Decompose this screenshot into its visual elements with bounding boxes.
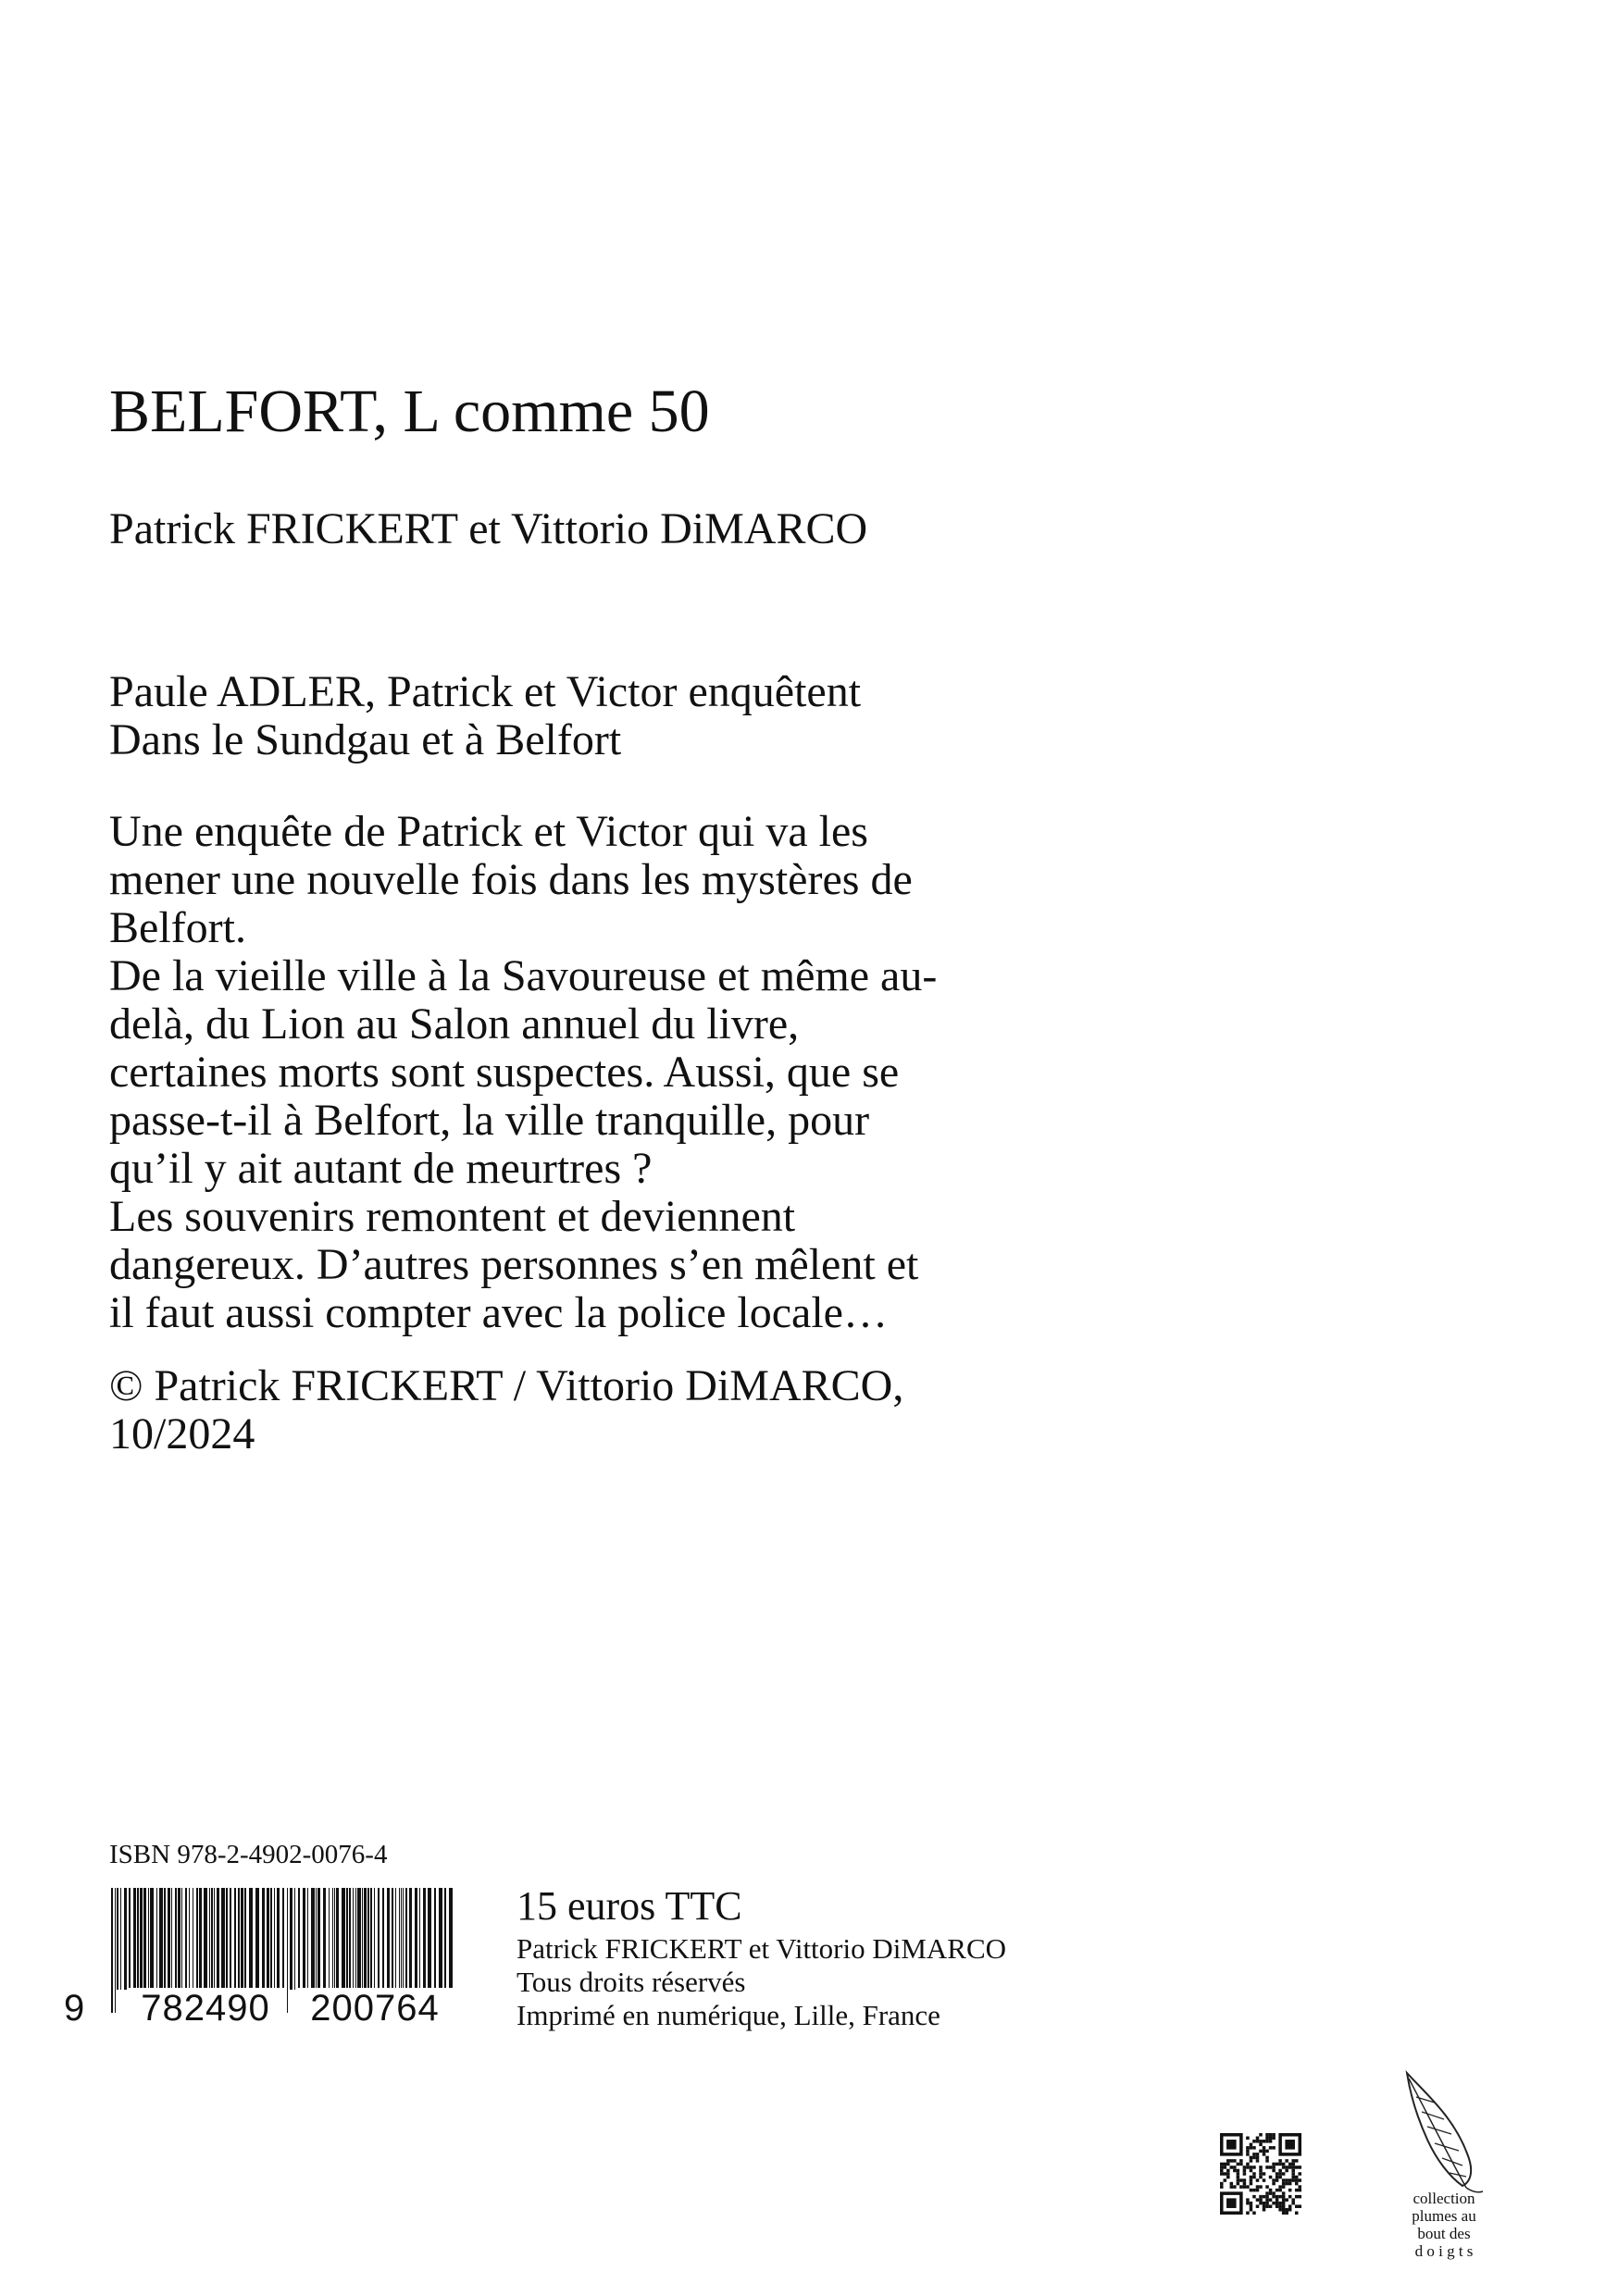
collection-logo	[1388, 2066, 1500, 2269]
logo-text-line: collection	[1413, 2190, 1475, 2207]
blurb-line: dangereux. D’autres personnes s’en mêlent et	[109, 1240, 919, 1289]
book-authors: Patrick FRICKERT et Vittorio DiMARCO	[109, 504, 868, 553]
copyright	[109, 1362, 903, 1458]
imprint	[517, 1932, 1006, 2032]
price: 15 euros TTC	[517, 1883, 742, 1929]
barcode-digits-group2: 200764	[296, 1988, 454, 2029]
barcode-digits-group1: 782490	[127, 1988, 284, 2029]
copyright-line: © Patrick FRICKERT / Vittorio DiMARCO,	[109, 1361, 904, 1410]
imprint-line: Imprimé en numérique, Lille, France	[517, 1999, 940, 2031]
blurb-line: mener une nouvelle fois dans les mystères de	[109, 855, 913, 904]
isbn-label: ISBN 978-2-4902-0076-4	[109, 1840, 388, 1869]
blurb-line: passe-t-il à Belfort, la ville tranquille, pour	[109, 1096, 870, 1145]
copyright-line: 10/2024	[109, 1409, 255, 1458]
blurb-line: Les souvenirs remontent et deviennent	[109, 1192, 796, 1241]
barcode	[60, 1888, 458, 2045]
imprint-line: Patrick FRICKERT et Vittorio DiMARCO	[517, 1932, 1007, 1965]
blurb-line: Une enquête de Patrick et Victor qui va les	[109, 807, 868, 856]
book-title: BELFORT, L comme 50	[109, 378, 710, 445]
blurb-line: il faut aussi compter avec la police locale…	[109, 1288, 888, 1337]
logo-text-line: d o i g t s	[1414, 2242, 1474, 2260]
barcode-digits	[60, 1988, 458, 2045]
barcode-digit-first: 9	[64, 1988, 85, 2029]
blurb-line: qu’il y ait autant de meurtres ?	[109, 1144, 653, 1193]
tagline	[109, 668, 861, 764]
tagline-line: Paule ADLER, Patrick et Victor enquêtent	[109, 667, 862, 716]
blurb-line: Belfort.	[109, 903, 246, 952]
blurb-line: De la vieille ville à la Savoureuse et même au-	[109, 951, 938, 1000]
logo-text-line: bout des	[1417, 2225, 1471, 2242]
logo-text-line: plumes au	[1412, 2207, 1476, 2225]
tagline-line: Dans le Sundgau et à Belfort	[109, 715, 622, 764]
blurb-line: delà, du Lion au Salon annuel du livre,	[109, 999, 800, 1049]
blurb-line: certaines morts sont suspectes. Aussi, que se	[109, 1048, 900, 1097]
qr-code-icon	[1220, 2133, 1301, 2215]
imprint-line: Tous droits réservés	[517, 1966, 746, 1998]
blurb	[109, 808, 1313, 1337]
feather-icon	[1388, 2066, 1500, 2195]
collection-name	[1388, 2190, 1500, 2260]
